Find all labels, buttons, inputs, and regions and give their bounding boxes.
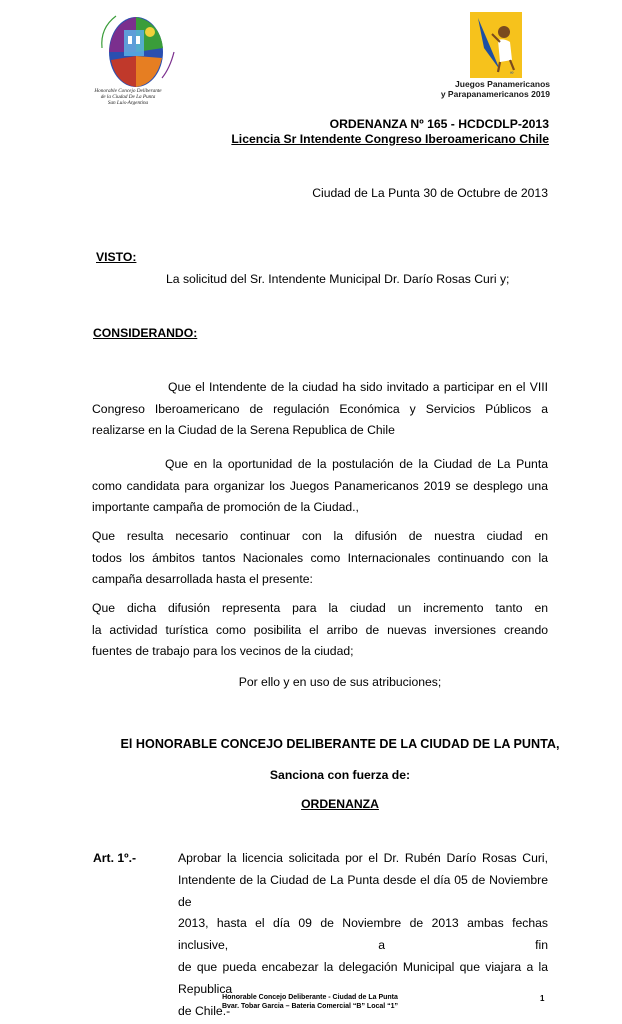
seal-caption-line: Honorable Concejo Deliberante [94,88,162,94]
article-line: de que pueda encabezar la delegación Municipal que viajara a la Republica [178,959,548,996]
paragraph-line: la actividad turística como posibilita el arribo de nuevas inversiones creando [92,622,548,637]
page-number: 1 [540,994,545,1003]
games-caption-line: Juegos Panamericanos [455,79,550,89]
article-line: Intendente de la Ciudad de La Punta desde el día 05 de Noviembre de [178,872,548,909]
svg-text:∞: ∞ [510,70,514,76]
ordinance-number: ORDENANZA Nº 165 - HCDCDLP-2013 [329,117,549,131]
considerando-paragraph [92,377,548,442]
visto-text: La solicitud del Sr. Intendente Municipal Dr. Darío Rosas Curi y; [166,272,510,286]
ordenanza-title: ORDENANZA [301,797,379,811]
considerando-closing: Por ello y en uso de sus atribuciones; [238,675,442,689]
ordinance-subject: Licencia Sr Intendente Congreso Iberoamericano Chile [231,132,549,146]
paragraph-line: como candidata para organizar los Juegos Panamericanos 2019 se desplego una [92,478,548,493]
games-caption [430,80,550,99]
seal-caption [82,88,174,106]
article-1-label: Art. 1º.- [93,851,137,865]
date-line: Ciudad de La Punta 30 de Octubre de 2013 [312,186,548,200]
considerando-paragraph [92,598,548,663]
article-line: de Chile.- [178,1003,231,1018]
paragraph-line: realizarse en la Ciudad de la Serena Republica de Chile [92,423,395,437]
paragraph-line: fuentes de trabajo para los vecinos de la ciudad; [92,644,354,658]
paragraph-line: todos los ámbitos tantos Nacionales como Internacionales continuando con la [92,550,548,565]
article-line: 2013, hasta el día 09 de Noviembre de 2013 ambas fechas inclusive, a fin [178,916,548,953]
seal-caption-line: de la Ciudad De La Punta [100,94,156,100]
footer-line-2: Bvar. Tobar Garcia – Bateria Comercial “B” Local “1” [221,1003,399,1010]
paragraph-line: Congreso Iberoamericano de regulación Económica y Servicios Públicos a [92,401,548,416]
page-footer [170,993,450,1011]
considerando-paragraph [92,454,548,519]
visto-label: VISTO: [96,250,137,264]
paragraph-line: importante campaña de promoción de la Ciudad., [92,500,359,514]
article-line: Aprobar la licencia solicitada por el Dr. Rubén Darío Rosas Curi, [178,851,548,865]
paragraph-line: Que en la oportunidad de la postulación de la Ciudad de La Punta [165,457,548,471]
enacting-body: El HONORABLE CONCEJO DELIBERANTE DE LA CIUDAD DE LA PUNTA, [120,737,560,751]
footer-line-1: Honorable Concejo Deliberante - Ciudad de La Punta [222,994,398,1001]
seal-caption-line: San Luis-Argentina [107,100,149,106]
paragraph-line: Que el Intendente de la ciudad ha sido invitado a participar en el VIII [168,380,548,394]
considerando-paragraph [92,526,548,591]
games-caption-line: y Parapanamericanos 2019 [440,88,550,99]
sanciona-line: Sanciona con fuerza de: [269,768,411,782]
paragraph-line: Que dicha difusión representa para la ciudad un incremento tanto en [92,601,548,615]
paragraph-line: Que resulta necesario continuar con la difusión de nuestra ciudad en [92,529,548,543]
considerando-label: CONSIDERANDO: [93,326,198,340]
paragraph-line: campaña desarrollada hasta el presente: [92,572,313,586]
panamerican-games-logo [470,12,522,78]
